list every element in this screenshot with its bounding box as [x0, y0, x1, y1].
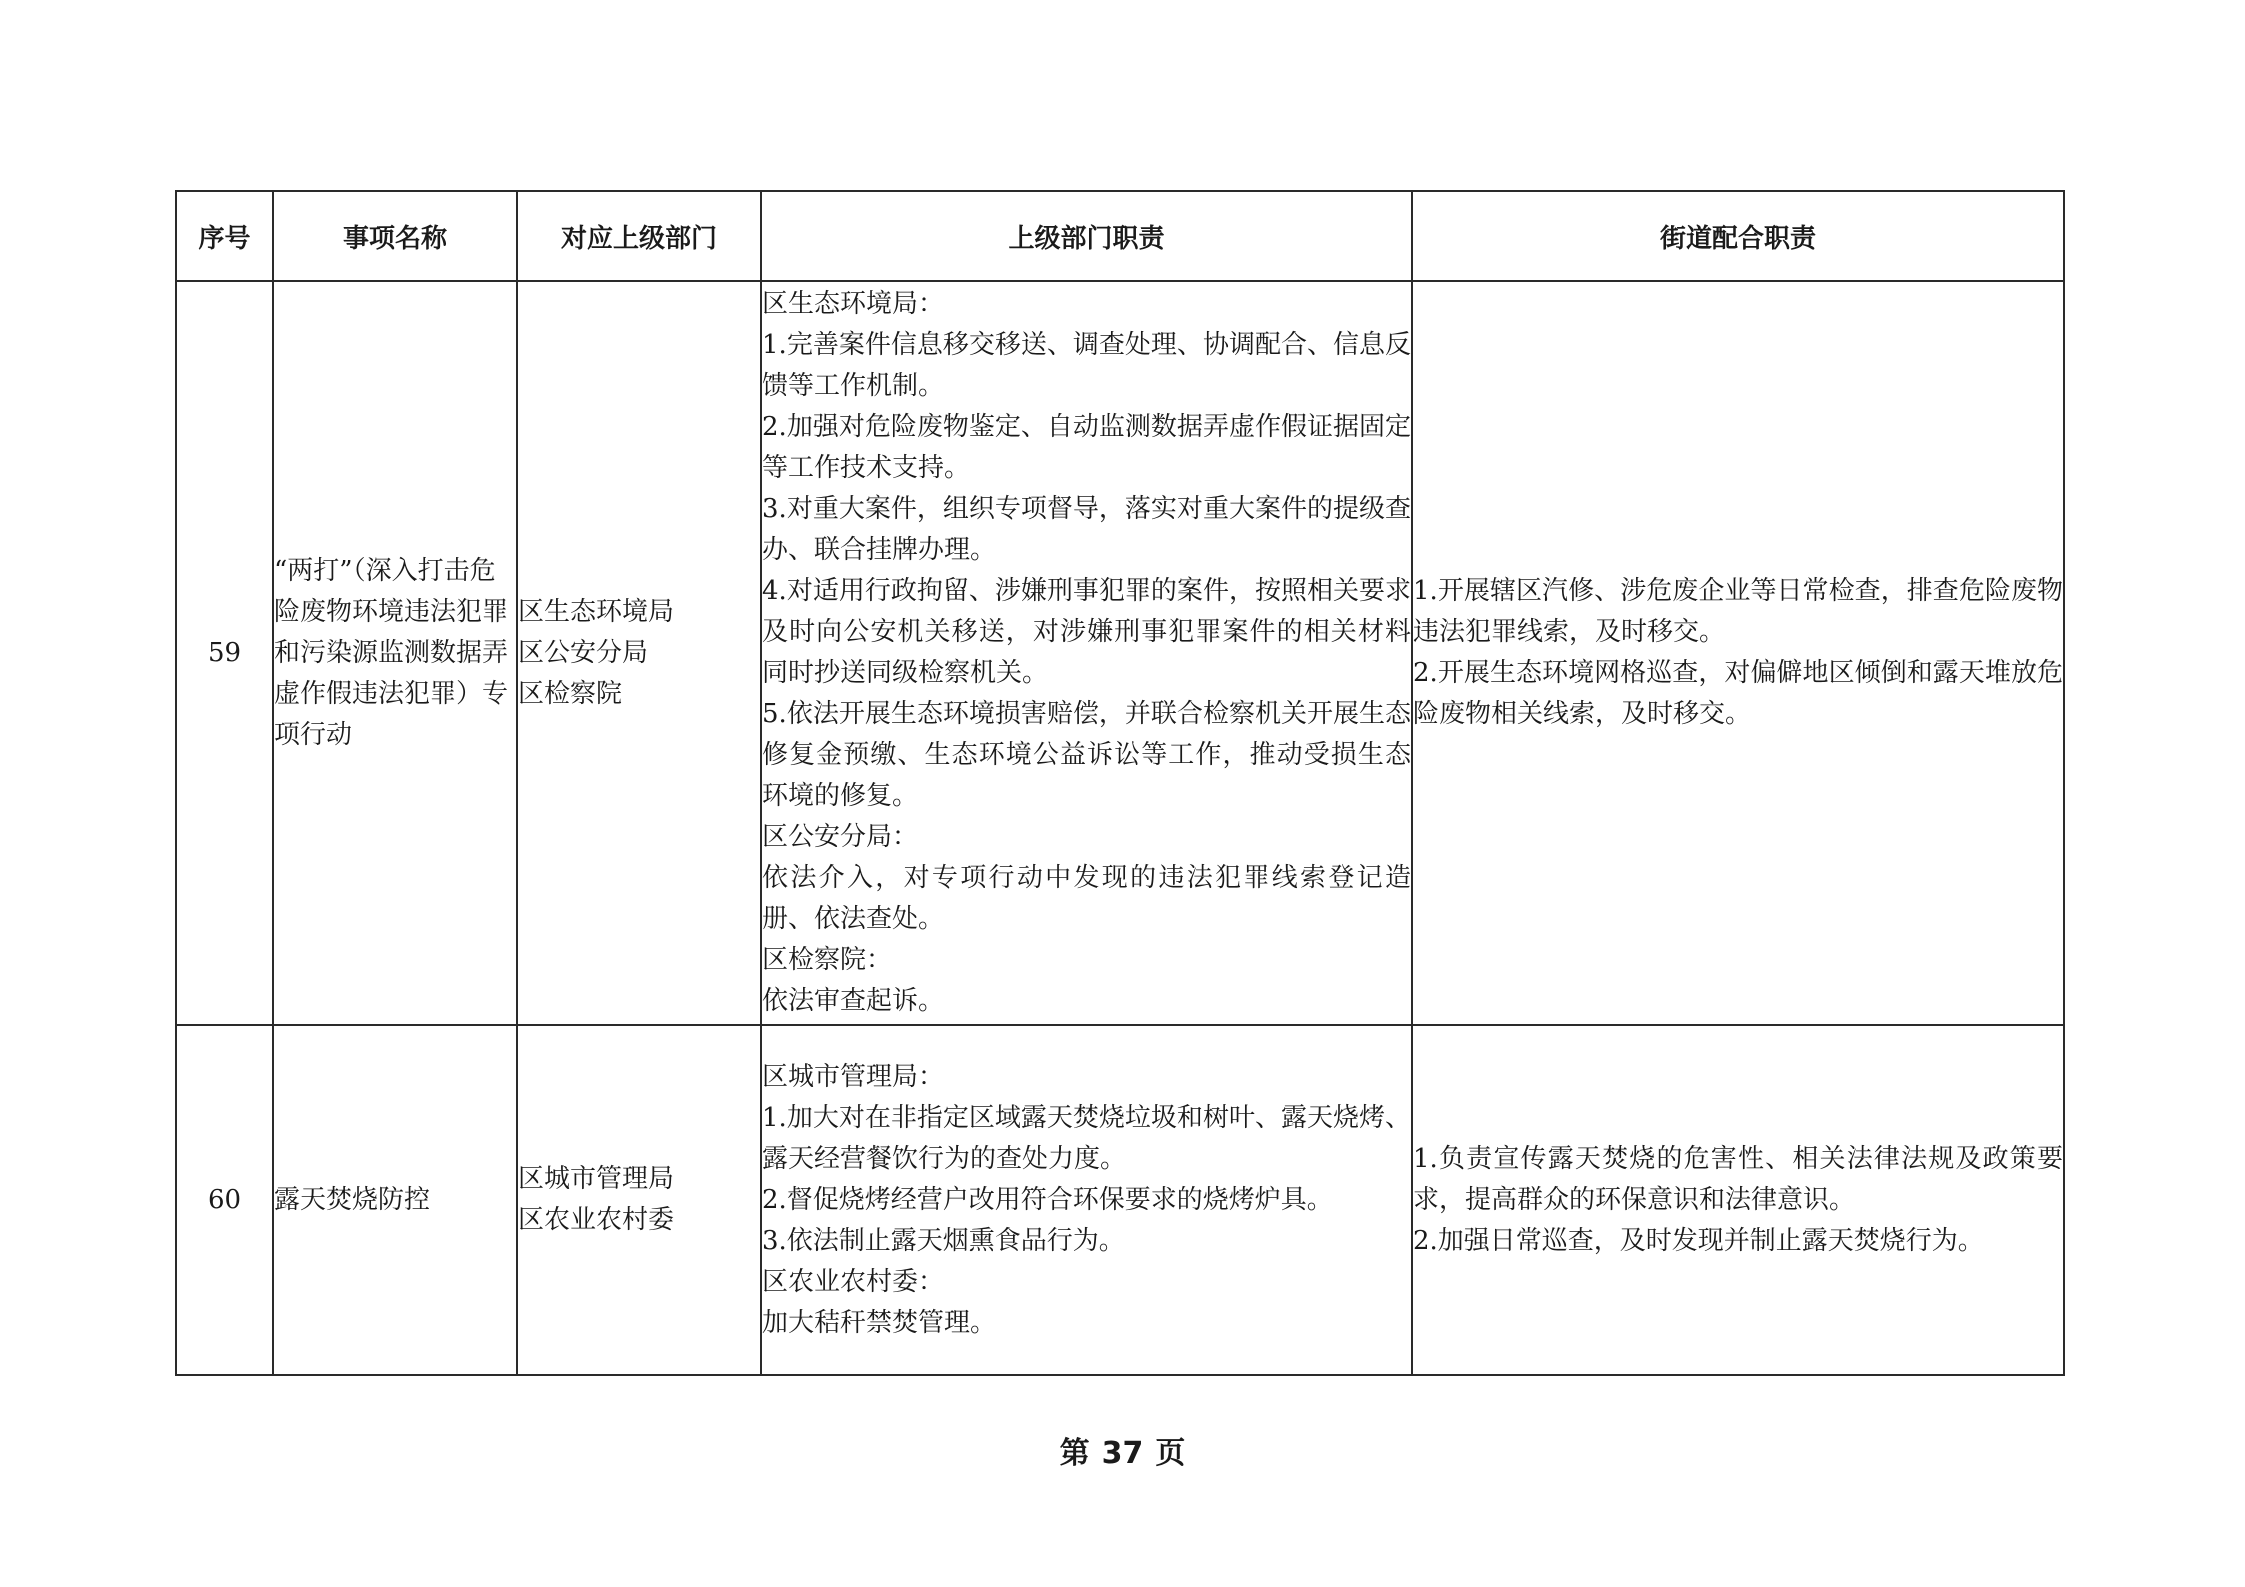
- page-number: 37: [1101, 1436, 1144, 1471]
- duty-line: 依法审查起诉。: [762, 986, 945, 1016]
- row-street-duties: [1412, 1025, 2064, 1375]
- table-row: [176, 281, 2064, 1025]
- row-upper-duties: [761, 281, 1412, 1025]
- department-name: 区城市管理局: [518, 1164, 675, 1194]
- duty-line: 3.依法制止露天烟熏食品行为。: [762, 1225, 1125, 1256]
- row-departments: [517, 281, 761, 1025]
- row-street-duties: [1412, 281, 2064, 1025]
- duty-line: 区检察院：: [762, 945, 893, 975]
- header-upper-department-duties: 上级部门职责: [761, 191, 1412, 281]
- duty-line: 2.加强日常巡查，及时发现并制止露天焚烧行为。: [1413, 1225, 1984, 1256]
- department-name: 区公安分局: [518, 637, 649, 668]
- duty-line: 5.依法开展生态环境损害赔偿，并联合检察机关开展生态修复金预缴、生态环境公益诉讼等工作，推动受损生态环境的修复。: [762, 699, 1411, 811]
- table-row: [176, 1025, 2064, 1375]
- row-serial-number: 60: [176, 1025, 273, 1375]
- department-name: 区农业农村委: [518, 1205, 675, 1235]
- duty-line: 区生态环境局：: [762, 289, 945, 319]
- table-header-row: [176, 191, 2064, 281]
- row-item-name: 露天焚烧防控: [273, 1025, 517, 1375]
- department-name: 区检察院: [518, 678, 623, 709]
- duty-line: 2.督促烧烤经营户改用符合环保要求的烧烤炉具。: [762, 1184, 1333, 1215]
- row-upper-duties: [761, 1025, 1412, 1375]
- row-serial-number: 59: [176, 281, 273, 1025]
- duty-line: 区农业农村委：: [762, 1266, 945, 1297]
- page-prefix: 第: [1059, 1436, 1090, 1471]
- row-item-name: “两打”（深入打击危险废物环境违法犯罪和污染源监测数据弄虚作假违法犯罪）专项行动: [273, 281, 517, 1025]
- page-number-footer: [0, 1428, 2245, 1472]
- duty-line: 1.负责宣传露天焚烧的危害性、相关法律法规及政策要求，提高群众的环保意识和法律意识。: [1413, 1143, 2063, 1215]
- header-street-cooperation-duties: 街道配合职责: [1412, 191, 2064, 281]
- duty-line: 加大秸秆禁焚管理。: [762, 1307, 997, 1338]
- page-suffix: 页: [1155, 1436, 1186, 1471]
- duty-line: 4.对适用行政拘留、涉嫌刑事犯罪的案件，按照相关要求及时向公安机关移送，对涉嫌刑事犯罪案件的相关材料同时抄送同级检察机关。: [762, 576, 1411, 688]
- duty-line: 依法介入，对专项行动中发现的违法犯罪线索登记造册、依法查处。: [762, 863, 1411, 934]
- duty-table: [175, 190, 2065, 1376]
- duty-line: 3.对重大案件，组织专项督导，落实对重大案件的提级查办、联合挂牌办理。: [762, 494, 1411, 565]
- duty-line: 2.加强对危险废物鉴定、自动监测数据弄虚作假证据固定等工作技术支持。: [762, 412, 1411, 483]
- header-corresponding-department: 对应上级部门: [517, 191, 761, 281]
- department-name: 区生态环境局: [518, 596, 675, 627]
- duty-line: 1.加大对在非指定区域露天焚烧垃圾和树叶、露天烧烤、露天经营餐饮行为的查处力度。: [762, 1102, 1411, 1174]
- header-serial-number: 序号: [176, 191, 273, 281]
- duty-line: 2.开展生态环境网格巡查，对偏僻地区倾倒和露天堆放危险废物相关线索，及时移交。: [1413, 658, 2063, 729]
- header-item-name: 事项名称: [273, 191, 517, 281]
- duty-line: 区城市管理局：: [762, 1061, 945, 1092]
- duty-line: 1.开展辖区汽修、涉危废企业等日常检查，排查危险废物违法犯罪线索，及时移交。: [1413, 576, 2063, 647]
- duty-line: 区公安分局：: [762, 822, 919, 852]
- row-departments: [517, 1025, 761, 1375]
- duty-line: 1.完善案件信息移交移送、调查处理、协调配合、信息反馈等工作机制。: [762, 330, 1411, 401]
